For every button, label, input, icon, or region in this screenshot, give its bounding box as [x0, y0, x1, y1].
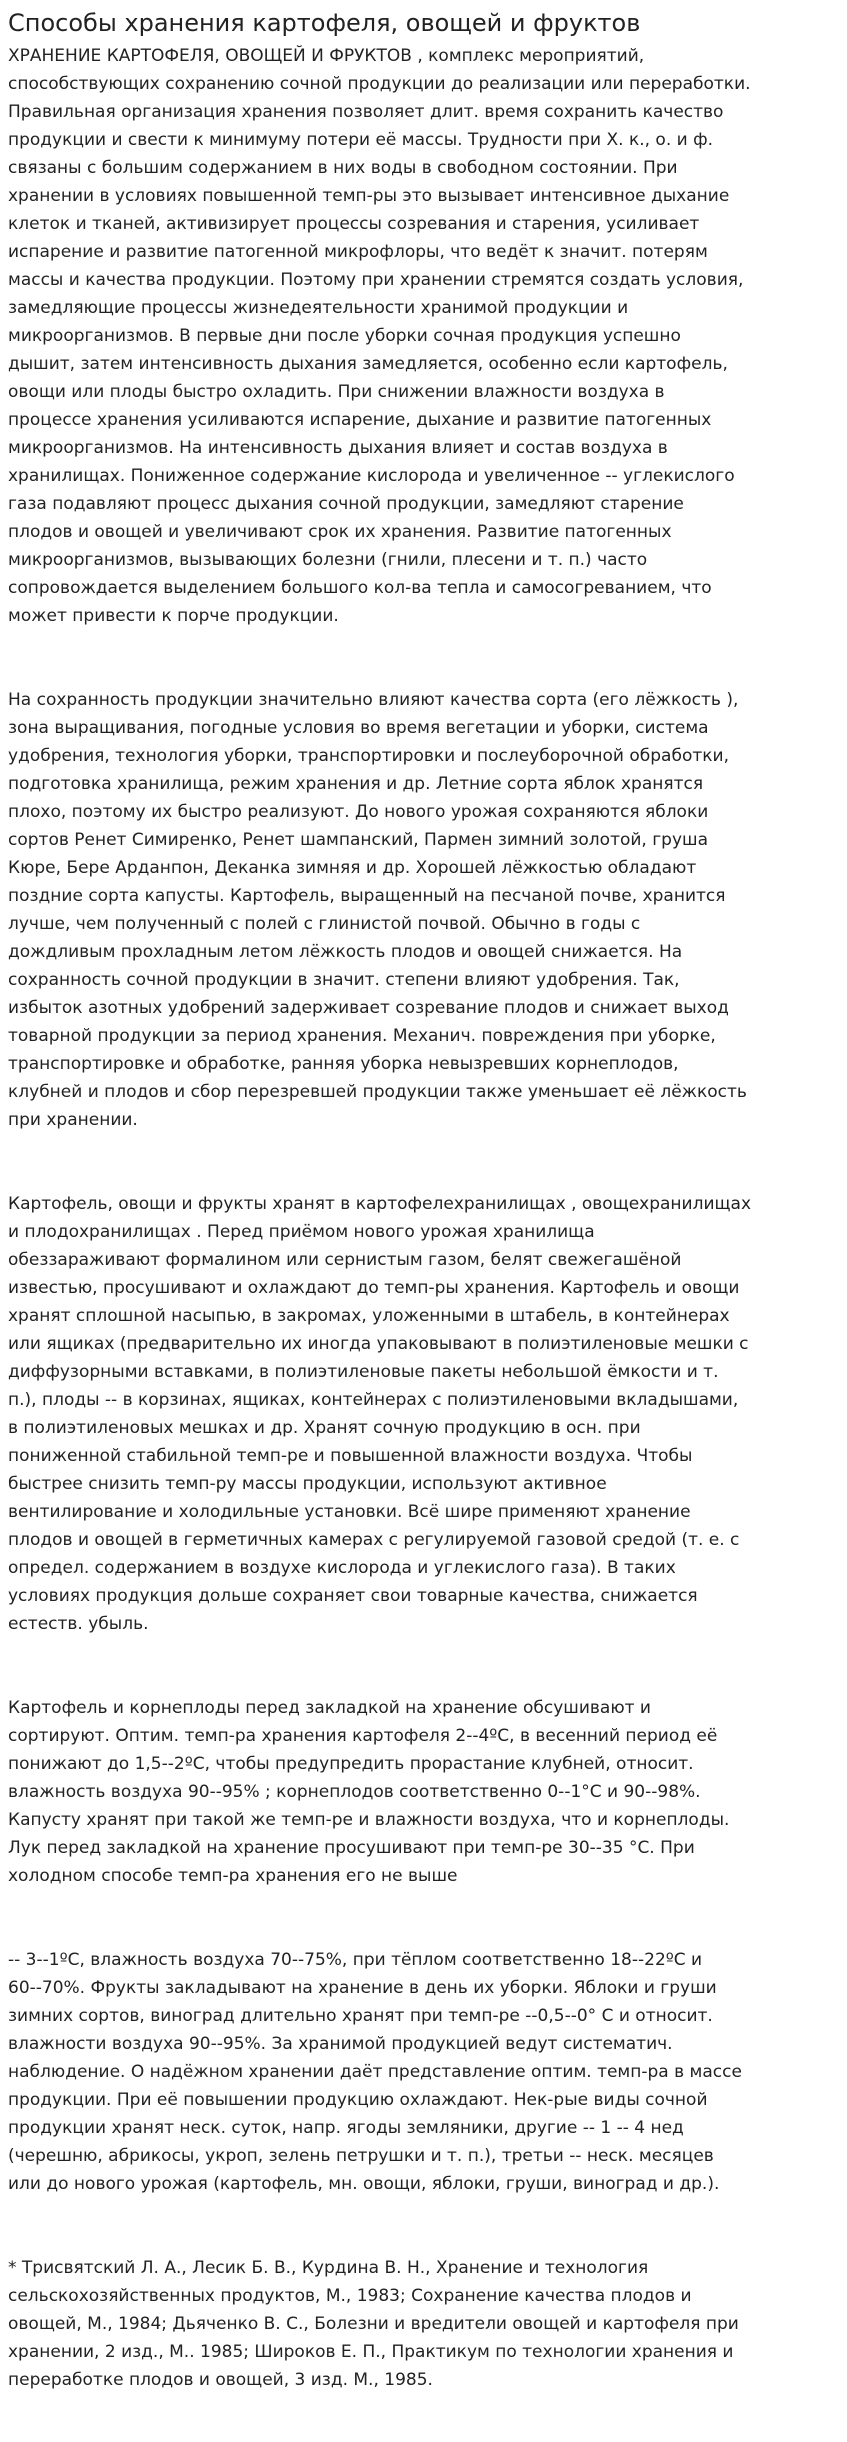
page-title: Способы хранения картофеля, овощей и фруктов: [8, 9, 641, 37]
references: * Трисвятский Л. А., Лесик Б. В., Курдина В. Н., Хранение и технология сельскохозяйственных продуктов, М., 1983; Сохранение качества плодов и овощей, М., 1984; Дьяченко В. С., Болезни и вредители овощей и картофеля при хранении, 2 изд., М.. 1985; Широков Е. П., Практикум по технологии хранения и переработке плодов и овощей, 3 изд. М., 1985.: [8, 2258, 739, 2390]
article: [8, 8, 836, 2394]
paragraph-gap: [8, 1134, 836, 1190]
paragraph-gap: [8, 630, 836, 686]
paragraph-storage-facilities: Картофель, овощи и фрукты хранят в картофелехранилищах , овощехранилищах и плодохранилищах . Перед приёмом нового урожая хранилища обеззараживают формалином или сернистым газом, белят свежегашёной известью, просушивают и охлаждают до темп-ры хранения. Картофель и овощи хранят сплошной насыпью, в закромах, уложенными в штабель, в контейнерах или ящиках (предварительно их иногда упаковывают в полиэтиленовые мешки с диффузорными вставками, в полиэтиленовые пакеты небольшой ёмкости и т. п.), плоды -- в корзинах, ящиках, контейнерах с полиэтиленовыми вкладышами, в полиэтиленовых мешках и др. Хранят сочную продукцию в осн. при пониженной стабильной темп-ре и повышенной влажности воздуха. Чтобы быстрее снизить темп-ру массы продукции, используют активное вентилирование и холодильные установки. Всё шире применяют хранение плодов и овощей в герметичных камерах с регулируемой газовой средой (т. е. с определ. содержанием в воздухе кислорода и углекислого газа). В таких условиях продукция дольше сохраняет свои товарные качества, снижается естеств. убыль.: [8, 1194, 752, 1634]
paragraph-fruits: -- 3--1ºС, влажность воздуха 70--75%, при тёплом соответственно 18--22ºС и 60--70%. Фрукты закладывают на хранение в день их уборки. Яблоки и груши зимних сортов, виноград длительно хранят при темп-ре --0,5--0° С и относит. влажности воздуха 90--95%. За хранимой продукцией ведут систематич. наблюдение. О надёжном хранении даёт представление оптим. темп-ра в массе продукции. При её повышении продукцию охлаждают. Нек-рые виды сочной продукции хранят неск. суток, напр. ягоды земляники, другие -- 1 -- 4 нед (черешню, абрикосы, укроп, зелень петрушки и т. п.), третьи -- неск. месяцев или до нового урожая (картофель, мн. овощи, яблоки, груши, виноград и др.).: [8, 1950, 742, 2194]
paragraph-gap: [8, 1638, 836, 1694]
paragraph-gap: [8, 1890, 836, 1946]
paragraph-intro: ХРАНЕНИЕ КАРТОФЕЛЯ, ОВОЩЕЙ И ФРУКТОВ , комплекс мероприятий, способствующих сохранению сочной продукции до реализации или переработки. Правильная организация хранения позволяет длит. время сохранить качество продукции и свести к минимуму потери её массы. Трудности при Х. к., о. и ф. связаны с большим содержанием в них воды в свободном состоянии. При хранении в условиях повышенной темп-ры это вызывает интенсивное дыхание клеток и тканей, активизирует процессы созревания и старения, усиливает испарение и развитие патогенной микрофлоры, что ведёт к значит. потерям массы и качества продукции. Поэтому при хранении стремятся создать условия, замедляющие процессы жизнедеятельности хранимой продукции и микроорганизмов. В первые дни после уборки сочная продукция успешно дышит, затем интенсивность дыхания замедляется, особенно если картофель, овощи или плоды быстро охладить. При снижении влажности воздуха в процессе хранения усиливаются испарение, дыхание и развитие патогенных микроорганизмов. На интенсивность дыхания влияет и состав воздуха в хранилищах. Пониженное содержание кислорода и увеличенное -- углекислого газа подавляют процесс дыхания сочной продукции, замедляют старение плодов и овощей и увеличивают срок их хранения. Развитие патогенных микроорганизмов, вызывающих болезни (гнили, плесени и т. п.) часто сопровождается выделением большого кол-ва тепла и самосогреванием, что может привести к порче продукции.: [8, 46, 751, 626]
paragraph-potato-roots: Картофель и корнеплоды перед закладкой на хранение обсушивают и сортируют. Оптим. темп-ра хранения картофеля 2--4ºС, в весенний период её понижают до 1,5--2ºС, чтобы предупредить прорастание клубней, относит. влажность воздуха 90--95% ; корнеплодов соответственно 0--1°С и 90--98%. Капусту хранят при такой же темп-ре и влажности воздуха, что и корнеплоды. Лук перед закладкой на хранение просушивают при темп-ре 30--35 °С. При холодном способе темп-ра хранения его не выше: [8, 1698, 730, 1886]
paragraph-gap: [8, 2198, 836, 2254]
paragraph-varieties: На сохранность продукции значительно влияют качества сорта (его лёжкость ), зона выращивания, погодные условия во время вегетации и уборки, система удобрения, технология уборки, транспортировки и послеуборочной обработки, подготовка хранилища, режим хранения и др. Летние сорта яблок хранятся плохо, поэтому их быстро реализуют. До нового урожая сохраняются яблоки сортов Ренет Симиренко, Ренет шампанский, Пармен зимний золотой, груша Кюре, Бере Арданпон, Деканка зимняя и др. Хорошей лёжкостью обладают поздние сорта капусты. Картофель, выращенный на песчаной почве, хранится лучше, чем полученный с полей с глинистой почвой. Обычно в годы с дождливым прохладным летом лёжкость плодов и овощей снижается. На сохранность сочной продукции в значит. степени влияют удобрения. Так, избыток азотных удобрений задерживает созревание плодов и снижает выход товарной продукции за период хранения. Механич. повреждения при уборке, транспортировке и обработке, ранняя уборка невызревших корнеплодов, клубней и плодов и сбор перезревшей продукции также уменьшает её лёжкость при хранении.: [8, 690, 747, 1130]
